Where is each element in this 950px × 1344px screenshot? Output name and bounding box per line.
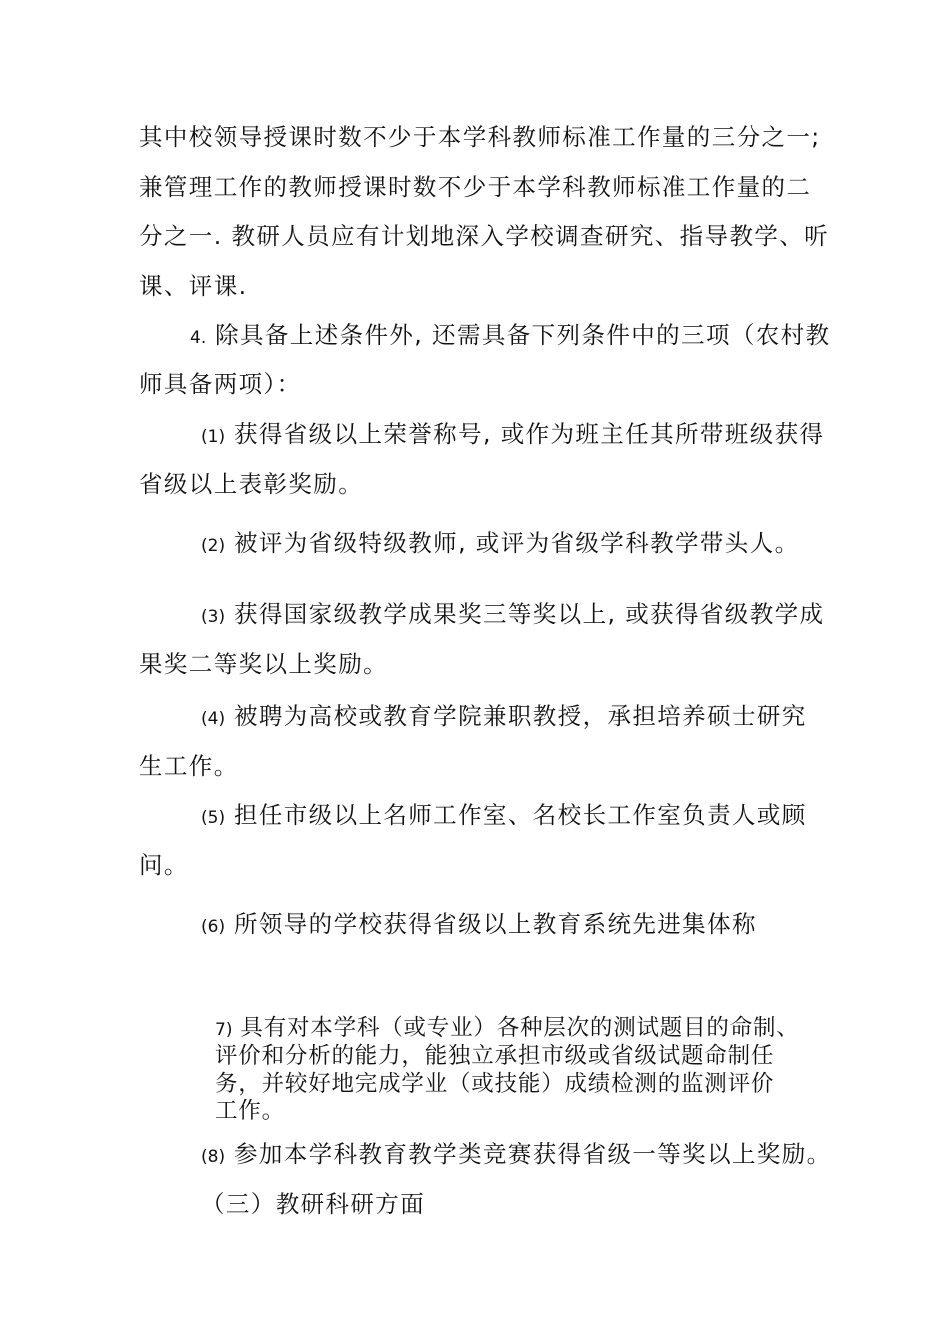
list-item-line: 工作。 [215, 1098, 285, 1124]
list-item-line: 评价和分析的能力，能独立承担市级或省级试题命制任 [215, 1043, 775, 1069]
list-item-text: 被聘为高校或教育学院兼职教授，承担培养硕士研究 [233, 702, 807, 730]
list-item-text: 所领导的学校获得省级以上教育系统先进集体称 [233, 910, 757, 938]
list-item-line [201, 418, 824, 453]
section-heading: （三）教研科研方面 [201, 1190, 426, 1218]
list-item-line [201, 700, 807, 735]
list-marker: 7) [215, 1020, 233, 1040]
paragraph-line: 其中校领导授课时数不少于本学科教师标准工作量的三分之一; [139, 123, 821, 151]
list-marker: (1) [201, 427, 226, 447]
paragraph-text: 除具备上述条件外, 还需具备下列条件中的三项（农村教 [215, 321, 831, 349]
list-item-text: 参加本学科教育教学类竞赛获得省级一等奖以上奖励。 [233, 1140, 832, 1168]
paragraph-line: 课、评课. [139, 272, 248, 300]
list-item-text: 具有对本学科（或专业）各种层次的测试题目的命制、 [240, 1015, 800, 1041]
list-item-text: 获得省级以上荣誉称号, 或作为班主任其所带班级获得 [233, 420, 825, 448]
list-marker: (4) [201, 709, 226, 729]
list-item-line: 生工作。 [139, 752, 239, 780]
list-marker: (6) [201, 917, 226, 937]
paragraph-line [190, 319, 830, 354]
list-item-line [201, 598, 824, 633]
list-item-text: 担任市级以上名师工作室、名校长工作室负责人或顾 [233, 801, 807, 829]
list-item-line [201, 1138, 832, 1173]
list-item-line [201, 527, 800, 562]
paragraph-line: 兼管理工作的教师授课时数不少于本学科教师标准工作量的二 [139, 173, 812, 201]
list-item-line [201, 908, 757, 943]
paragraph-line: 分之一. 教研人员应有计划地深入学校调查研究、指导教学、听 [139, 222, 830, 250]
list-item-line: 果奖二等奖以上奖励。 [139, 650, 388, 678]
list-marker: (2) [201, 536, 226, 556]
list-item-line [201, 799, 807, 834]
list-marker: (8) [201, 1147, 226, 1167]
list-marker: (5) [201, 808, 226, 828]
list-item-line: 问。 [139, 851, 189, 879]
list-item-line: 省级以上表彰奖励。 [139, 470, 364, 498]
paragraph-line: 师具备两项）： [139, 370, 302, 398]
list-item-line: 务，并较好地完成学业（或技能）成绩检测的监测评价 [215, 1071, 775, 1097]
list-item-line [215, 1014, 800, 1044]
list-item-text: 获得国家级教学成果奖三等奖以上, 或获得省级教学成 [233, 600, 825, 628]
list-item-text: 被评为省级特级教师, 或评为省级学科教学带头人。 [233, 529, 800, 557]
list-marker: 4. [190, 328, 207, 348]
list-marker: (3) [201, 607, 226, 627]
